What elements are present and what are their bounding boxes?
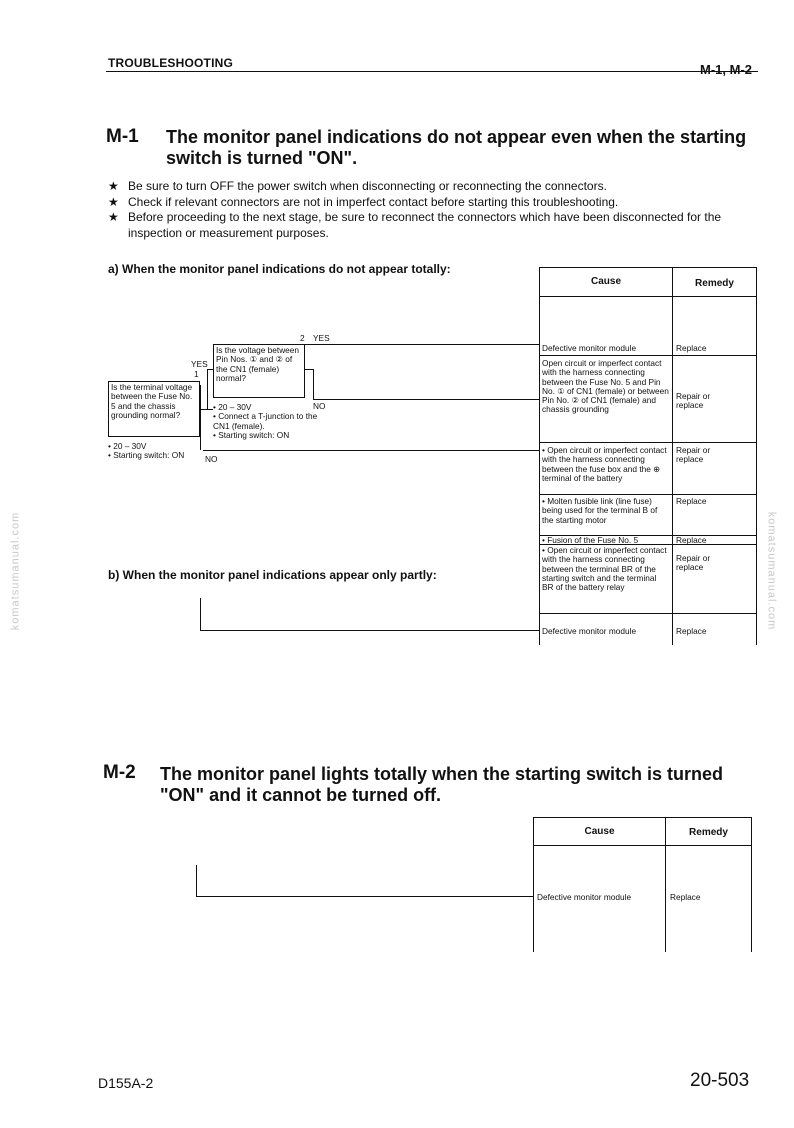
yes-label: YES xyxy=(191,359,208,369)
question-1-conditions: • 20 – 30V • Starting switch: ON xyxy=(108,441,185,461)
star-icon: ★ xyxy=(108,194,119,209)
footer-page-number: 20-503 xyxy=(690,1070,750,1091)
remedy-cell: Replace xyxy=(676,343,707,353)
yes-label: YES xyxy=(313,333,330,343)
remedy-cell: Replace xyxy=(676,535,707,545)
m1-title: The monitor panel indications do not appear even when the starting switch is turned "ON". xyxy=(166,127,747,168)
cause-cell: Defective monitor module xyxy=(542,343,637,353)
note-item: ★ Check if relevant connectors are not in imperfect contact before starting this troubleshooting. xyxy=(108,194,619,209)
no-label: NO xyxy=(205,454,218,464)
no-label: NO xyxy=(313,401,326,411)
note-item: ★ Before proceeding to the next stage, be sure to reconnect the connectors which have been disconnected for the inspection or measurement purposes. xyxy=(108,210,722,240)
cause-cell: Open circuit or imperfect contact with the harness connecting between the Fuse No. 5 and Pin No. ① of CN1 (female) or between Pin No. ② of CN1 (female) and chassis grounding xyxy=(542,358,669,415)
cause-cell: • Open circuit or imperfect contact with the harness connecting between the fuse box and the ⊕ terminal of the battery xyxy=(542,445,667,483)
remedy-cell: Repair or replace xyxy=(676,553,711,573)
header-section: TROUBLESHOOTING xyxy=(108,56,233,70)
section-b-heading: b) When the monitor panel indications appear only partly: xyxy=(108,568,437,582)
remedy-cell: Repair or replace xyxy=(676,445,711,465)
header-codes: M-1, M-2 xyxy=(700,62,752,77)
question-2-number: 2 xyxy=(300,333,305,343)
m1-code: M-1 xyxy=(106,126,139,147)
remedy-header: Remedy xyxy=(689,827,728,838)
question-1-number: 1 xyxy=(194,369,199,379)
table-top-border xyxy=(539,267,757,268)
question-box-2: Is the voltage between Pin Nos. ① and ② of the CN1 (female) normal? xyxy=(213,344,305,398)
footer-model: D155A-2 xyxy=(98,1075,154,1091)
cause-cell: • Molten fusible link (line fuse) being used for the terminal B of the starting motor xyxy=(542,496,658,525)
header-rule xyxy=(106,71,758,72)
cause-cell: • Fusion of the Fuse No. 5 xyxy=(542,535,639,545)
star-icon: ★ xyxy=(108,179,119,193)
remedy-cell: Replace xyxy=(676,496,707,506)
table-mid-border xyxy=(672,267,673,645)
m2-code: M-2 xyxy=(103,762,136,783)
watermark-right: komatsumanual.com xyxy=(765,511,778,631)
question-2-conditions: • 20 – 30V • Connect a T-junction to the CN1 (female). • Starting switch: ON xyxy=(213,402,318,440)
table-left-border xyxy=(539,267,540,645)
cause-header: Cause xyxy=(584,826,615,837)
m2-title: The monitor panel lights totally when the starting switch is turned "ON" and it cannot be turned off. xyxy=(160,764,724,805)
remedy-cell: Repair or replace xyxy=(676,391,711,411)
remedy-cell: Replace xyxy=(670,892,701,902)
watermark-left: komatsumanual.com xyxy=(9,511,22,631)
question-box-1: Is the terminal voltage between the Fuse No. 5 and the chassis grounding normal? xyxy=(108,381,200,437)
remedy-header: Remedy xyxy=(695,278,734,289)
remedy-cell: Replace xyxy=(676,626,707,636)
cause-cell: Defective monitor module xyxy=(537,892,632,902)
note-item: ★ Be sure to turn OFF the power switch when disconnecting or reconnecting the connectors. xyxy=(108,179,607,193)
section-a-heading: a) When the monitor panel indications do not appear totally: xyxy=(108,262,451,276)
star-icon: ★ xyxy=(108,210,119,224)
cause-cell: Defective monitor module xyxy=(542,626,637,636)
m1-notes xyxy=(108,179,763,241)
table-header-border xyxy=(539,296,757,297)
table-right-border xyxy=(756,267,757,645)
cause-cell: • Open circuit or imperfect contact with the harness connecting between the terminal BR of the starting switch and the terminal BR of the battery relay xyxy=(542,545,667,593)
cause-header: Cause xyxy=(590,276,621,287)
